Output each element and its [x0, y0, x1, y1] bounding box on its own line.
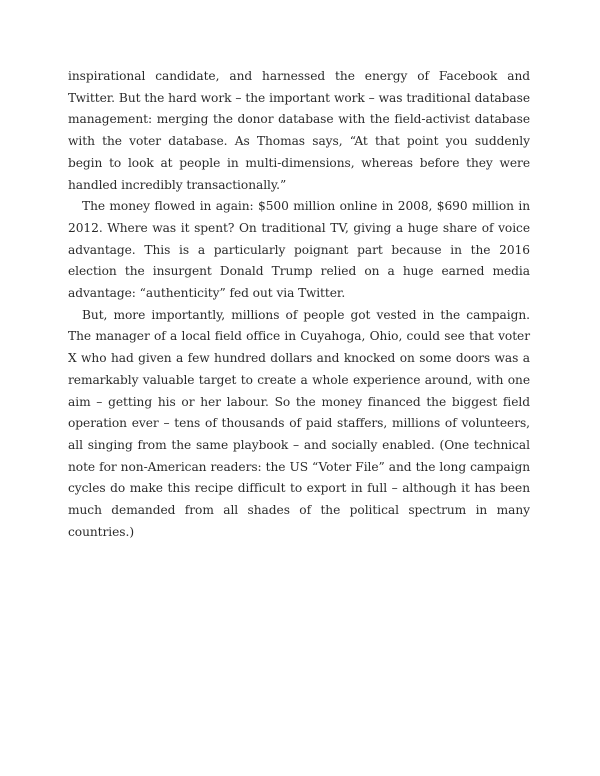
paragraph-money-flowed: The money flowed in again: $500 million online in 2008, $690 million in 2012. Where was it spent? On traditional TV, giving a huge share of voice advantage. This is a particularly poignant part because in the 2016 election the insurgent Donald Trump relied on a huge earned media advantage: “authenticity” fed out via Twitter.: [68, 199, 530, 301]
paragraph-people-vested: But, more importantly, millions of people got vested in the campaign. The manager of a local field office in Cuyahoga, Ohio, could see that voter X who had given a few hundred dollars and knocked on some doors was a remarkably valuable target to create a whole experience around, with one aim – getting his or her labour. So the money financed the biggest field operation ever – tens of thousands of paid staffers, millions of volunteers, all singing from the same playbook – and socially enabled. (One technical note for non-American readers: the US “Voter File” and the long campaign cycles do make this recipe difficult to export in full – although it has been much demanded from all shades of the political spectrum in many countries.): [68, 307, 530, 539]
body-text: [68, 66, 530, 543]
paragraph-continued: inspirational candidate, and harnessed the energy of Facebook and Twitter. But the hard work – the important work – was traditional database management: merging the donor database with the field-activist database with the voter database. As Thomas says, “At that point you suddenly begin to look at people in multi-dimensions, whereas before they were handled incredibly transactionally.”: [68, 69, 530, 192]
